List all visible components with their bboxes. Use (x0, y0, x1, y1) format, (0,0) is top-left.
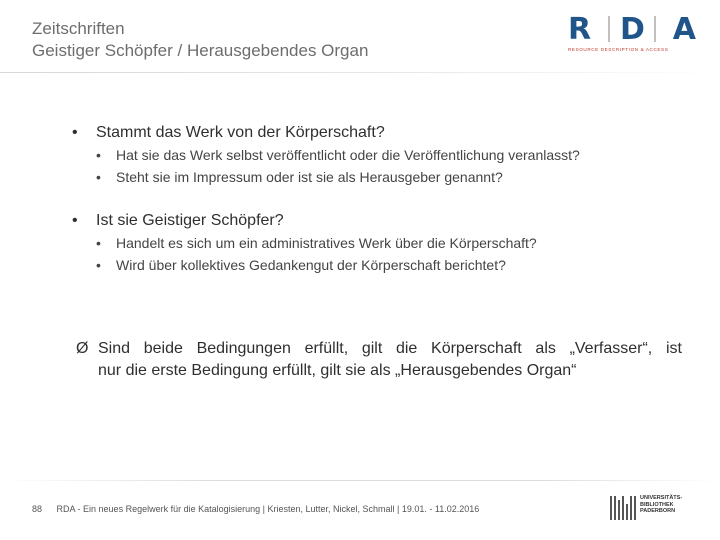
conclusion-line1 (76, 338, 682, 360)
conclusion-block (76, 338, 682, 382)
slide-title-line2: Geistiger Schöpfer / Herausgebendes Organ (32, 41, 369, 60)
bullet-item (72, 122, 692, 144)
library-logo-line3: PADERBORN (640, 508, 676, 514)
bullet-icon: • (96, 147, 101, 163)
arrow-bullet-icon: Ø (76, 340, 89, 357)
rda-logo-separator (654, 16, 656, 42)
sub-bullet-item (72, 232, 692, 254)
bullet-item (72, 210, 692, 232)
footer-text: RDA - Ein neues Regelwerk für die Katalogisierung | Kriesten, Lutter, Nickel, Schmall | 19.01. - 11.02.2016 (56, 504, 480, 514)
rda-logo-tagline: RESOURCE DESCRIPTION & ACCESS (568, 47, 669, 52)
header-divider (0, 72, 720, 73)
conclusion-word: erfüllt, (304, 340, 349, 357)
rda-logo (568, 11, 708, 60)
conclusion-word: Bedingungen (196, 340, 291, 357)
sub-bullet-text: Steht sie im Impressum oder ist sie als Herausgeber genannt? (116, 169, 503, 185)
library-logo-bars-icon (610, 496, 636, 520)
footer-divider (0, 480, 720, 481)
sub-bullet-item (72, 254, 692, 276)
conclusion-word: „Verfasser“, (569, 340, 653, 357)
conclusion-word: Sind (98, 340, 131, 357)
slide-footer (32, 504, 479, 514)
sub-bullet-item (72, 144, 692, 166)
sub-bullet-text: Wird über kollektives Gedankengut der Körperschaft berichtet? (116, 257, 506, 273)
bullet-heading: Ist sie Geistiger Schöpfer? (96, 212, 284, 229)
rda-logo-separator (608, 16, 610, 42)
rda-logo-letter-a: A (672, 11, 696, 47)
conclusion-word: die (395, 340, 418, 357)
conclusion-word: beide (143, 340, 183, 357)
conclusion-word: ist (665, 340, 682, 357)
page-number: 88 (32, 504, 43, 514)
slide-title (32, 18, 368, 62)
bullet-icon: • (72, 212, 78, 229)
sub-bullet-text: Handelt es sich um ein administratives Werk über die Körperschaft? (116, 235, 537, 251)
library-logo-line2: BIBLIOTHEK (640, 501, 674, 508)
bullet-heading: Stammt das Werk von der Körperschaft? (96, 124, 385, 141)
conclusion-word: Körperschaft (431, 340, 522, 357)
bullet-icon: • (96, 169, 101, 185)
bullet-icon: • (96, 257, 101, 273)
university-library-logo (610, 494, 690, 524)
rda-logo-letter-r: R (568, 11, 592, 47)
conclusion-word: gilt (361, 340, 383, 357)
conclusion-line2: nur die erste Bedingung erfüllt, gilt sie als „Herausgebendes Organ“ (98, 362, 577, 379)
conclusion-word: als (535, 340, 556, 357)
bullet-icon: • (72, 124, 78, 141)
library-logo-text (640, 495, 682, 515)
bullet-icon: • (96, 235, 101, 251)
slide-content (72, 122, 692, 276)
library-logo-line1: UNIVERSITÄTS- (640, 495, 683, 501)
slide-title-line1: Zeitschriften (32, 19, 125, 38)
sub-bullet-item (72, 166, 692, 188)
sub-bullet-text: Hat sie das Werk selbst veröffentlicht oder die Veröffentlichung veranlasst? (116, 147, 580, 163)
rda-logo-letter-d: D (620, 11, 645, 47)
